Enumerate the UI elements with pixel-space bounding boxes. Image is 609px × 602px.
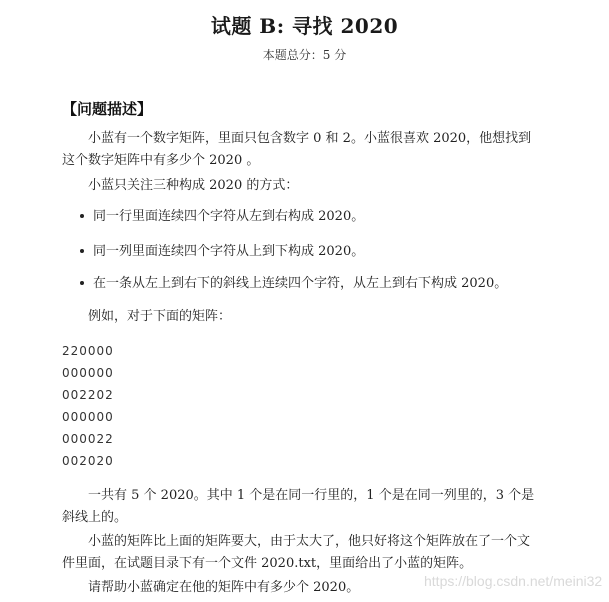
matrix-row: 220000 [62, 344, 114, 358]
paragraph-intro: 小蓝有一个数字矩阵，里面只包含数字 0 和 2。小蓝很喜欢 2020，他想找到这个数字矩阵中有多少个 2020 。 [62, 131, 532, 168]
section-heading-problem-description: 【问题描述】 [62, 100, 153, 118]
bullet-item-column [80, 242, 364, 262]
matrix-row: 000000 [62, 410, 114, 424]
matrix-row: 002020 [62, 454, 114, 468]
paragraph-count-explanation: 一共有 5 个 2020。其中 1 个是在同一行里的，1 个是在同一列里的，3 个是斜线上的。 [62, 488, 535, 525]
example-matrix [62, 340, 114, 472]
matrix-row: 000022 [62, 432, 114, 446]
score-subtitle: 本题总分：5 分 [262, 48, 347, 62]
paragraph-example-intro: 例如，对于下面的矩阵： [88, 309, 232, 324]
paragraph-file-note: 小蓝的矩阵比上面的矩阵要大，由于太大了，他只好将这个矩阵放在了一个文件里面，在试题目录下有一个文件 2020.txt，里面给出了小蓝的矩阵。 [62, 534, 531, 571]
matrix-row: 002202 [62, 388, 114, 402]
bullet-text: 同一行里面连续四个字符从左到右构成 2020。 [93, 209, 365, 224]
matrix-row: 000000 [62, 366, 114, 380]
bullet-dot-icon [80, 214, 84, 218]
bullet-item-row [80, 207, 364, 227]
paragraph-ways-intro: 小蓝只关注三种构成 2020 的方式： [88, 178, 299, 193]
bullet-text: 在一条从左上到右下的斜线上连续四个字符，从左上到右下构成 2020。 [93, 276, 508, 291]
bullet-item-diagonal [80, 274, 507, 294]
bullet-dot-icon [80, 249, 84, 253]
page-title: 试题 B: 寻找 2020 [210, 14, 399, 38]
paragraph-question: 请帮助小蓝确定在他的矩阵中有多少个 2020。 [88, 580, 360, 595]
bullet-dot-icon [80, 281, 84, 285]
watermark: https://blog.csdn.net/meini32 [424, 573, 603, 589]
bullet-text: 同一列里面连续四个字符从上到下构成 2020。 [93, 244, 365, 259]
